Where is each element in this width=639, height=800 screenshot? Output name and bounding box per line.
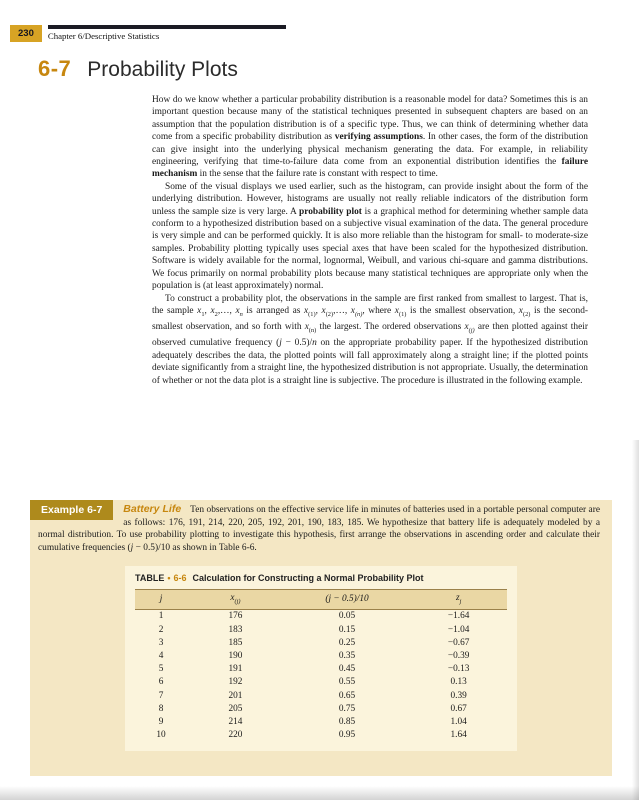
table-row <box>135 649 507 662</box>
table-cell: 0.25 <box>338 637 356 648</box>
table-cell: 1 <box>158 611 164 622</box>
chapter-title: Chapter 6/Descriptive Statistics <box>47 31 160 41</box>
example-body <box>30 500 612 554</box>
table-cell: 6 <box>158 677 164 688</box>
table-cell: 0.13 <box>450 677 467 688</box>
table-cell: 220 <box>228 730 243 741</box>
table-cell: −1.04 <box>447 624 470 635</box>
table-caption-title: Calculation for Constructing a Normal Probability Plot <box>192 573 424 584</box>
section-heading <box>38 56 238 82</box>
table-cell: −0.13 <box>447 664 470 675</box>
table-cell: 0.67 <box>450 703 467 714</box>
table-header-row <box>135 590 507 609</box>
table-row <box>135 689 507 702</box>
paragraph: To construct a probability plot, the observations in the sample are first ranked from smallest to largest. That is, the sample $x_1$, $x_2,\dots$, $x_n$ is arranged as $x_{(1)}$, $x_{(2)},\dots$, $x_{(n)}$, where $x_{(1)}$ is the smallest observation, $x_{(2)}$ is the second-smallest observation, and so forth with $x_{(n)}$ the largest. The ordered observations $x_{(j)}$ are then plotted against their observed cumulative frequency (j − 0.5)/n on the appropriate probability paper. If the hypothesized distribution adequately describes the data, the plotted points will fall approximately along a straight line; if the plotted points deviate significantly from a straight line, the hypothesized distribution is not appropriate. Usually, the determination of whether or not the data plot is a straight line is subjective. The procedure is illustrated in the following example. <box>152 293 588 386</box>
table-cell: 201 <box>228 690 243 701</box>
example-label: Example 6-7 <box>30 500 113 520</box>
table-cell: 0.35 <box>338 650 356 661</box>
table-cell: 2 <box>158 624 164 635</box>
table-cell: 183 <box>228 624 243 635</box>
column-header: j <box>135 590 187 609</box>
table-cell: 0.95 <box>338 730 356 741</box>
table-cell: 0.45 <box>338 664 356 675</box>
table-row <box>135 676 507 689</box>
table-body <box>135 609 507 742</box>
column-header: (j − 0.5)/10 <box>284 590 410 609</box>
page-edge-shadow-bottom <box>0 786 639 800</box>
table-cell: 10 <box>156 730 166 741</box>
table-caption-prefix: TABLE <box>135 573 165 584</box>
paragraph: How do we know whether a particular probability distribution is a reasonable model for data? Sometimes this is an important question because many of the statistical techniques presented in subsequent chapters are based on an assumption that the population distribution is of a specific type. Thus, we can think of determining whether data come from a specific probability distribution as verifying assumptions. In other cases, the form of the distribution can give insight into the underlying physical mechanism generating the data. For example, in reliability engineering, verifying that time-to-failure data come from an exponential distribution identifies the failure mechanism in the sense that the failure rate is constant with respect to time. <box>152 95 588 180</box>
table-cell: 0.65 <box>338 690 356 701</box>
example-box <box>30 500 612 776</box>
table-cell: 3 <box>158 637 164 648</box>
intro-text <box>152 94 588 387</box>
table-cell: 0.15 <box>338 624 356 635</box>
table-container <box>125 566 517 751</box>
example-body-text: Ten observations on the effective service life in minutes of batteries used in a portable personal computer are as follows: 176, 191, 214, 220, 205, 192, 201, 190, 183, 185. We hypothesize that battery life is adequately modeled by a normal distribution. To use probability plotting to investigate this hypothesis, first arrange the observations in ascending order and calculate their cumulative frequencies (j − 0.5)/10 as shown in Table 6-6. <box>38 505 601 553</box>
data-table <box>135 589 507 742</box>
section-number: 6-7 <box>38 56 72 81</box>
table-cell: 5 <box>158 664 164 675</box>
table-row <box>135 729 507 742</box>
table-cell: 1.64 <box>450 730 467 741</box>
table-cell: 0.85 <box>338 717 356 728</box>
table-cell: 205 <box>228 703 243 714</box>
table-cell: 8 <box>158 703 164 714</box>
table-cell: 1.04 <box>450 717 467 728</box>
table-cell: 9 <box>158 717 164 728</box>
table-row <box>135 609 507 623</box>
table-cell: 190 <box>228 650 243 661</box>
table-cell: 4 <box>158 650 164 661</box>
table-row <box>135 636 507 649</box>
table-cell: 176 <box>228 611 243 622</box>
table-cell: 0.75 <box>338 703 356 714</box>
running-head <box>10 25 286 42</box>
table-row <box>135 702 507 715</box>
table-cell: 214 <box>228 717 243 728</box>
column-header: $z_j$ <box>410 590 507 609</box>
table-row <box>135 623 507 636</box>
table-cell: 0.05 <box>338 611 356 622</box>
table-cell: 7 <box>158 690 164 701</box>
example-title: Battery Life <box>123 503 182 515</box>
running-head-right <box>48 25 286 41</box>
column-header: $x_{(j)}$ <box>187 590 284 609</box>
table-row <box>135 716 507 729</box>
page-number-badge: 230 <box>10 25 42 42</box>
table-cell: 0.55 <box>338 677 356 688</box>
table-cell: −1.64 <box>447 611 470 622</box>
section-title: Probability Plots <box>87 58 238 81</box>
page-edge-shadow-right <box>632 440 639 800</box>
table-cell: 191 <box>228 664 243 675</box>
table-caption-number: 6-6 <box>173 573 187 584</box>
table-caption <box>135 573 507 583</box>
table-cell: 185 <box>228 637 243 648</box>
bullet-icon: • <box>167 573 171 584</box>
table-row <box>135 663 507 676</box>
table-cell: 0.39 <box>450 690 467 701</box>
table-cell: 192 <box>228 677 243 688</box>
paragraph: Some of the visual displays we used earlier, such as the histogram, can provide insight about the form of the underlying distribution. However, histograms are usually not really reliable indicators of the distribution form unless the sample size is very large. A probability plot is a graphical method for determining whether sample data conform to a hypothesized distribution based on a subjective visual examination of the data. The general procedure is very simple and can be performed quickly. It is also more reliable than the histogram for small- to moderate-size samples. Probability plotting typically uses special axes that have been scaled for the hypothesized distribution. Software is widely available for the normal, lognormal, Weibull, and various chi-square and gamma distributions. We focus primarily on normal probability plots because many statistical techniques are appropriate only when the population is (at least approximately) normal. <box>152 181 588 292</box>
table-cell: −0.67 <box>447 637 470 648</box>
table-cell: −0.39 <box>447 650 470 661</box>
